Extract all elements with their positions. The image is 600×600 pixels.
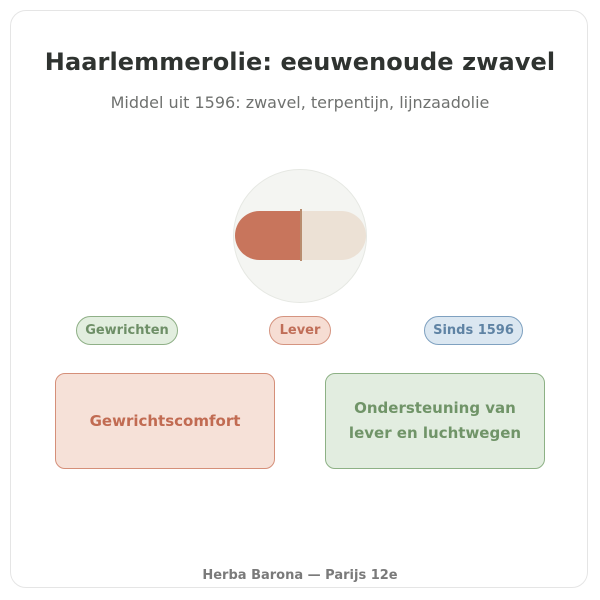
tag-sinds-1596: Sinds 1596 [424,316,523,345]
footer-credit: Herba Barona — Parijs 12e [202,568,398,583]
benefit-label: Ondersteuning van lever en luchtwegen [348,399,522,442]
capsule-seam [300,209,302,261]
page-subtitle: Middel uit 1596: zwavel, terpentijn, lijnzaadolie [110,93,490,112]
benefit-box-liver-airways [325,373,545,469]
capsule-right-half [300,211,366,260]
tag-gewrichten: Gewrichten [76,316,178,345]
benefit-box-joint-comfort [55,373,275,469]
page-title: Haarlemmerolie: eeuwenoude zwavel [44,48,556,76]
tag-lever: Lever [269,316,331,345]
benefit-label: Gewrichtscomfort [89,411,241,430]
capsule-left-half [235,211,301,260]
